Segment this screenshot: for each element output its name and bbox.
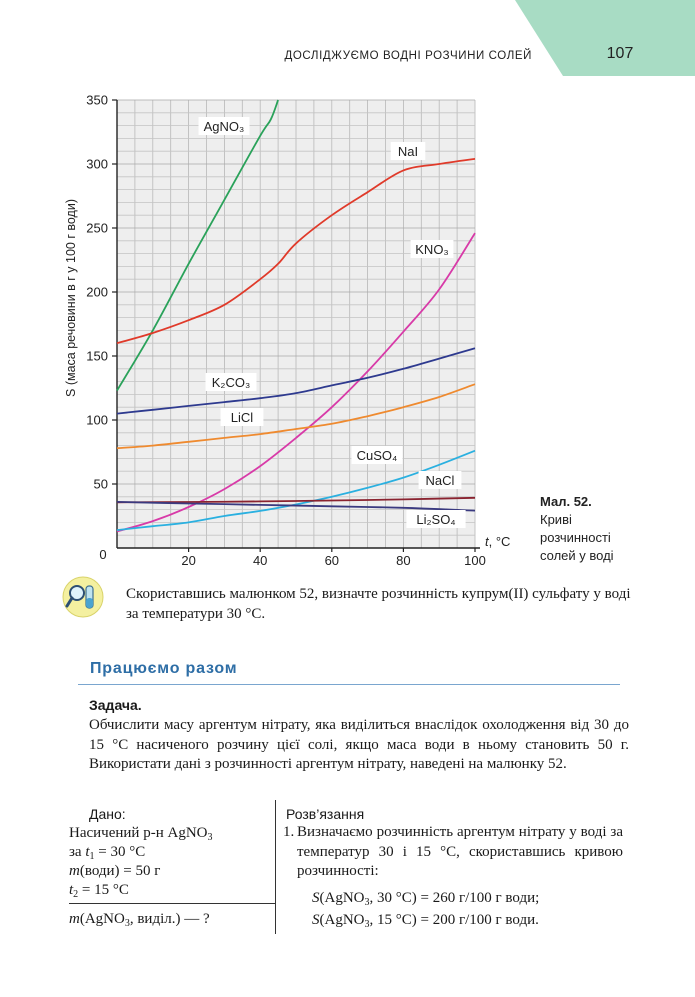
x-tick-label: 100: [464, 553, 486, 568]
series-label-li2so4: Li₂SO₄: [416, 512, 456, 527]
series-label-nacl: NaCl: [425, 473, 455, 488]
y-tick-label: 50: [93, 476, 108, 492]
x-tick-label: 0: [99, 547, 107, 562]
series-label-k2co3: K₂CO₃: [211, 375, 251, 390]
find-line: m(AgNO$_3$, виділ.) — ?: [69, 911, 210, 929]
series-label-nai: NaI: [397, 144, 419, 159]
given-divider: [69, 903, 275, 904]
figure-caption-line-3: солей у воді: [540, 548, 614, 563]
step-number: 1.: [283, 824, 295, 840]
series-label-kno3: KNO₃: [415, 242, 449, 257]
solubility-chart: [0, 88, 530, 578]
figure-caption-line-1: Криві: [540, 512, 572, 527]
series-label-licl: LiCl: [230, 410, 254, 425]
step-text: Визначаємо розчинність аргентум нітрату у воді за температур 30 і 15 °С, скориставшись кривою розчинності:: [297, 824, 623, 880]
given-solution-separator: [275, 800, 276, 934]
figure-caption-line-2: розчинності: [540, 530, 611, 545]
section-divider: [78, 684, 620, 685]
y-axis-label: S (маса речовини в г у 100 г води): [64, 199, 78, 397]
y-tick-label: 100: [86, 412, 108, 428]
y-tick-label: 150: [86, 348, 108, 364]
y-tick-label: 350: [86, 92, 108, 108]
running-header: ДОСЛІДЖУЄМО ВОДНІ РОЗЧИНИ СОЛЕЙ: [284, 50, 532, 62]
formula-30: S(AgNO$_3$, 30 °С) = 260 г/100 г води;: [312, 890, 540, 908]
series-label-agno3: AgNO₃: [203, 119, 245, 134]
corner-tab-decoration: [515, 0, 695, 76]
x-tick-label: 60: [324, 553, 340, 568]
given-t2-line: $t_2 = 15$ °С: [69, 882, 129, 900]
problem-heading: Задача.: [89, 697, 142, 713]
y-tick-label: 250: [86, 220, 108, 236]
x-tick-label: 80: [396, 553, 411, 568]
figure-number: Мал. 52.: [540, 494, 592, 509]
given-heading: Дано:: [89, 806, 126, 822]
formula-15: S(AgNO$_3$, 15 °С) = 200 г/100 г води.: [312, 912, 539, 930]
section-title: Працюємо разом: [90, 660, 238, 677]
solution-heading: Розв’язання: [286, 806, 365, 822]
x-tick-label: 40: [252, 553, 268, 568]
problem-text: Обчислити масу аргентум нітрату, яка виділиться внаслідок охолодження від 30 до 15 °С насиченого розчину цієї солі, якщо маса води в ньому становить 50 г. Використати дані з розчинності аргентум нітрату, наведені на малюнку 52.: [89, 717, 629, 773]
x-axis-label: t, °C: [485, 534, 511, 549]
given-solution-line: Насичений р-н AgNO$_3$: [69, 825, 213, 843]
page-number: 107: [606, 45, 634, 62]
y-tick-label: 300: [86, 156, 108, 172]
y-tick-label: 200: [86, 284, 108, 300]
solution-step-1: [283, 823, 623, 882]
given-t1-line: за $t_1 = 30$ °С: [69, 844, 146, 862]
series-label-cuso4: CuSO₄: [356, 448, 398, 463]
x-tick-label: 20: [181, 553, 196, 568]
task-question: Скориставшись малюнком 52, визначте розчинність купрум(II) сульфату у воді за температури 30 °С.: [126, 586, 631, 622]
given-mass-line: m(води) = 50 г: [69, 863, 161, 879]
magnifier-flask-icon: [62, 576, 104, 618]
